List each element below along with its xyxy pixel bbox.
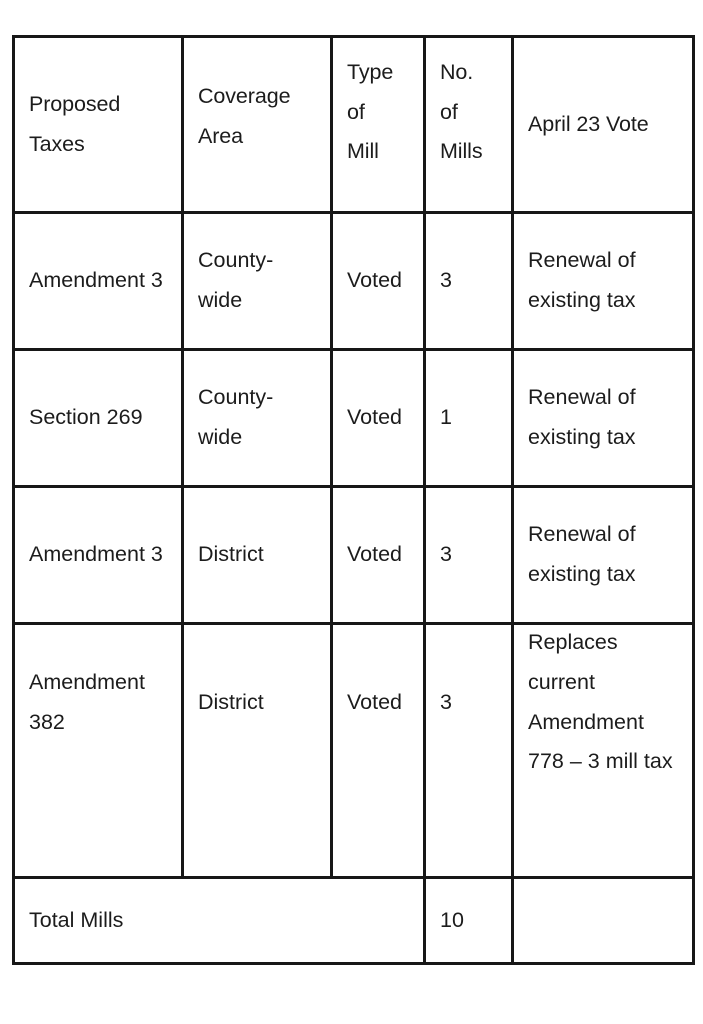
header-line: Mill bbox=[347, 139, 379, 164]
cell-value: Voted bbox=[347, 268, 402, 293]
column-header-type-of-mill bbox=[332, 37, 425, 213]
cell-value: Voted bbox=[347, 542, 402, 567]
total-mills-value: 10 bbox=[440, 907, 464, 932]
cell-proposed-taxes bbox=[14, 487, 183, 624]
cell-value: County-wide bbox=[198, 248, 274, 312]
cell-value: Amendment 382 bbox=[29, 669, 145, 734]
cell-type-of-mill bbox=[332, 213, 425, 350]
cell-value: District bbox=[198, 542, 264, 567]
cell-april-23-vote bbox=[513, 350, 694, 487]
header-line: Proposed bbox=[29, 91, 121, 116]
cell-value: Renewal of existing tax bbox=[528, 522, 636, 586]
cell-no-of-mills bbox=[425, 350, 513, 487]
total-label-cell bbox=[14, 878, 425, 964]
header-line: Taxes bbox=[29, 131, 85, 156]
table-row bbox=[14, 350, 694, 487]
cell-april-23-vote bbox=[513, 213, 694, 350]
cell-value: 3 bbox=[440, 268, 452, 293]
cell-value: Voted bbox=[347, 689, 402, 714]
cell-coverage-area bbox=[183, 487, 332, 624]
header-line: Mills bbox=[440, 139, 483, 164]
column-header-coverage-area bbox=[183, 37, 332, 213]
cell-coverage-area bbox=[183, 624, 332, 878]
total-row bbox=[14, 878, 694, 964]
cell-value: County-wide bbox=[198, 385, 274, 449]
cell-proposed-taxes bbox=[14, 624, 183, 878]
cell-value: Voted bbox=[347, 405, 402, 430]
column-header-coverage-area-text bbox=[198, 77, 316, 157]
table-row bbox=[14, 213, 694, 350]
header-line: Type bbox=[347, 59, 394, 84]
column-header-no-of-mills bbox=[425, 37, 513, 213]
header-line: of bbox=[347, 99, 365, 124]
cell-value: 3 bbox=[440, 542, 452, 567]
cell-value: Renewal of existing tax bbox=[528, 248, 636, 312]
column-header-no-of-mills-text bbox=[440, 53, 497, 172]
cell-type-of-mill bbox=[332, 487, 425, 624]
cell-no-of-mills bbox=[425, 624, 513, 878]
column-header-proposed-taxes-text bbox=[29, 85, 167, 165]
cell-value: Amendment 3 bbox=[29, 268, 163, 293]
proposed-taxes-table bbox=[12, 35, 695, 965]
column-header-april-23-vote bbox=[513, 37, 694, 213]
cell-type-of-mill bbox=[332, 350, 425, 487]
table-header-row bbox=[14, 37, 694, 213]
total-mills-label: Total Mills bbox=[29, 907, 124, 932]
cell-value: Replaces current Amendment 778 – 3 mill tax bbox=[528, 629, 673, 774]
header-line: Area bbox=[198, 123, 244, 148]
total-gray-cell bbox=[513, 878, 694, 964]
table-row bbox=[14, 624, 694, 878]
cell-type-of-mill bbox=[332, 624, 425, 878]
cell-proposed-taxes bbox=[14, 213, 183, 350]
column-header-april-23-vote-text: April 23 Vote bbox=[528, 111, 649, 136]
header-line: Coverage bbox=[198, 83, 291, 108]
cell-value: 1 bbox=[440, 405, 452, 430]
cell-value: District bbox=[198, 689, 264, 714]
cell-april-23-vote bbox=[513, 624, 694, 878]
cell-value: Section 269 bbox=[29, 405, 143, 430]
cell-coverage-area bbox=[183, 350, 332, 487]
cell-proposed-taxes bbox=[14, 350, 183, 487]
cell-value: 3 bbox=[440, 689, 452, 714]
table-row bbox=[14, 487, 694, 624]
cell-no-of-mills bbox=[425, 213, 513, 350]
cell-value: Amendment 3 bbox=[29, 542, 163, 567]
column-header-proposed-taxes bbox=[14, 37, 183, 213]
header-line: of bbox=[440, 99, 458, 124]
cell-coverage-area bbox=[183, 213, 332, 350]
total-mills-value-cell bbox=[425, 878, 513, 964]
cell-no-of-mills bbox=[425, 487, 513, 624]
cell-value: Renewal of existing tax bbox=[528, 385, 636, 449]
header-line: No. bbox=[440, 59, 474, 84]
column-header-type-of-mill-text bbox=[347, 53, 409, 172]
cell-april-23-vote bbox=[513, 487, 694, 624]
